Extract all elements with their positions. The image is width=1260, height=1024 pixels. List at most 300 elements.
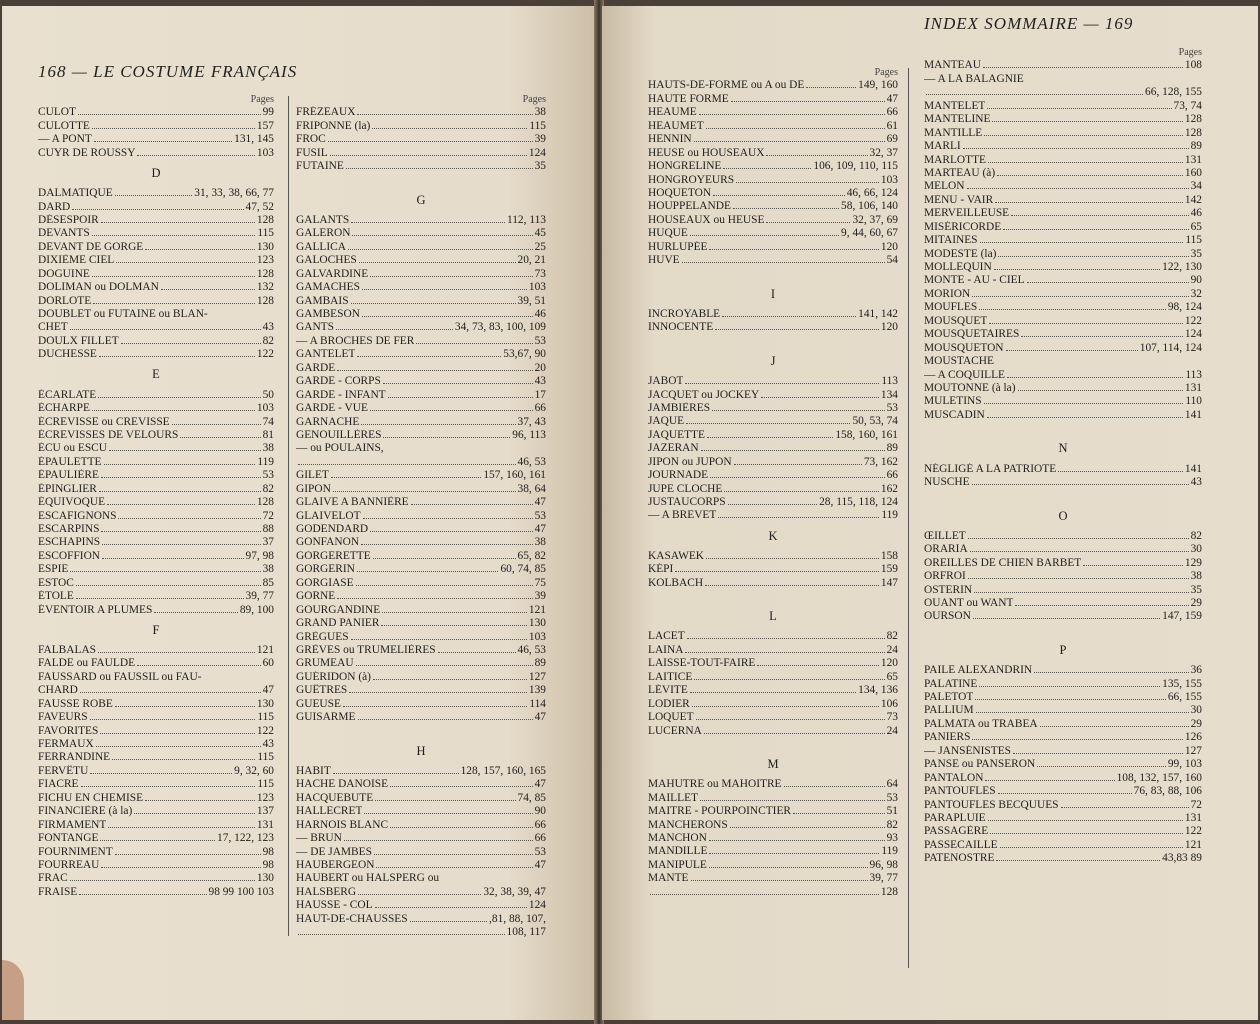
entry-pages: 53 — [886, 401, 898, 414]
dot-leader — [1083, 565, 1183, 566]
entry-term: DOLIMAN ou DOLMAN — [38, 281, 159, 294]
index-entry — [924, 100, 1202, 113]
entry-term: — BRUN — [296, 832, 342, 845]
entry-term: FERMAUX — [38, 738, 94, 751]
dot-leader — [145, 249, 255, 250]
index-entry — [924, 355, 1202, 368]
entry-term: GLAIVE A BANNIÈRE — [296, 496, 409, 509]
entry-term: — DE JAMBES — [296, 845, 372, 858]
index-column-left-1 — [38, 93, 274, 899]
entry-term: LODIER — [648, 697, 690, 710]
entry-pages: 99 — [262, 106, 274, 119]
index-entry — [924, 530, 1202, 543]
dot-leader — [997, 175, 1183, 176]
index-entry — [38, 268, 274, 281]
entry-term: GALOCHES — [296, 254, 357, 267]
entry-term: MARLOTTE — [924, 153, 987, 166]
dot-leader — [731, 101, 885, 102]
entry-pages: 61 — [886, 119, 898, 132]
entry-term: — A LA BALAGNIE — [924, 72, 1024, 85]
index-entry — [648, 684, 898, 697]
index-entry — [296, 160, 546, 173]
pages-label: Pages — [1178, 47, 1202, 58]
entry-pages: 128 — [256, 294, 274, 307]
entry-pages: 115 — [257, 751, 274, 764]
index-entry — [296, 389, 546, 402]
entry-pages: 132 — [256, 281, 274, 294]
entry-term: GUÉRIDON (à) — [296, 670, 371, 683]
entry-pages: 50, 53, 74 — [852, 415, 898, 428]
dot-leader — [344, 840, 533, 841]
index-entry — [38, 120, 274, 133]
index-entry — [924, 221, 1202, 234]
entry-term: PARAPLUIE — [924, 811, 986, 824]
dot-leader — [979, 686, 1160, 687]
spacer — [924, 422, 1202, 435]
index-entry — [38, 886, 274, 899]
entry-term: ŒILLET — [924, 529, 966, 542]
entry-pages: 98, 124 — [1167, 301, 1202, 314]
thumb — [2, 960, 24, 1020]
dot-leader — [376, 867, 532, 868]
dot-leader — [1011, 215, 1188, 216]
entry-pages: 58, 106, 140 — [841, 200, 898, 213]
index-entry — [296, 765, 546, 778]
index-entry — [296, 429, 546, 442]
dot-leader — [963, 148, 1189, 149]
entry-term: PANTOUFLES BECQUUES — [924, 798, 1059, 811]
index-entry — [924, 745, 1202, 758]
entry-term: DEVANTS — [38, 227, 90, 240]
entry-term: MOUSQUETAIRES — [924, 328, 1020, 341]
entry-pages: 130 — [256, 697, 274, 710]
entry-term: ÉPAULIÈRE — [38, 469, 99, 482]
dot-leader — [370, 276, 532, 277]
index-entry — [648, 120, 898, 133]
dot-leader — [685, 652, 884, 653]
index-entry — [648, 415, 898, 428]
index-entry — [296, 133, 546, 146]
entry-pages: 115 — [257, 711, 274, 724]
entry-pages: 54 — [886, 254, 898, 267]
dot-leader — [356, 665, 533, 666]
entry-term: FAUSSARD ou FAUSSIL ou FAU- — [38, 670, 202, 683]
entry-term: FRAISE — [38, 885, 78, 898]
entry-term: FRIPONNE (la) — [296, 119, 371, 132]
dot-leader — [390, 827, 533, 828]
entry-pages: 73, 74 — [1173, 99, 1202, 112]
entry-term: HARNOIS BLANC — [296, 818, 389, 831]
index-entry — [296, 590, 546, 603]
entry-pages: 38 — [262, 442, 274, 455]
entry-term: PANSE ou PANSERON — [924, 758, 1036, 771]
entry-term: ESCOFFION — [38, 549, 101, 562]
column-divider — [288, 96, 289, 936]
entry-pages: 69 — [886, 133, 898, 146]
entry-term: PASSECAILLE — [924, 838, 998, 851]
dot-leader — [92, 276, 255, 277]
dot-leader — [161, 289, 255, 290]
dot-leader — [101, 531, 260, 532]
index-column-right-2 — [924, 46, 1202, 866]
pages-label: Pages — [874, 67, 898, 78]
entry-term: PALMATA ou TRABEA — [924, 717, 1038, 730]
entry-term: HOUSEAUX ou HEUSE — [648, 213, 765, 226]
entry-pages: 157, 160, 161 — [483, 469, 546, 482]
index-entry — [648, 375, 898, 388]
index-entry — [38, 644, 274, 657]
entry-pages: 82 — [886, 818, 898, 831]
dot-leader — [370, 410, 533, 411]
entry-term: GARDE — [296, 361, 336, 374]
entry-pages: 119 — [881, 509, 898, 522]
dot-leader — [709, 853, 879, 854]
entry-pages: 141, 142 — [858, 307, 898, 320]
entry-term: DOUBLET ou FUTAINE ou BLAN- — [38, 308, 208, 321]
entry-pages: 20 — [534, 361, 546, 374]
entry-pages: 119 — [257, 455, 274, 468]
index-entry — [296, 442, 546, 455]
dot-leader — [357, 114, 532, 115]
entry-pages: 97, 98 — [245, 549, 274, 562]
index-entry — [924, 691, 1202, 704]
dot-leader — [766, 155, 867, 156]
dot-leader — [298, 464, 516, 465]
dot-leader — [988, 162, 1183, 163]
dot-leader — [682, 262, 885, 263]
index-entry — [296, 281, 546, 294]
dot-leader — [381, 625, 526, 626]
dot-leader — [90, 773, 232, 774]
entry-pages: 17 — [534, 388, 546, 401]
dot-leader — [709, 840, 885, 841]
dot-leader — [1027, 282, 1189, 283]
dot-leader — [690, 692, 856, 693]
entry-term: HAUTS-DE-FORME ou A ou DE — [648, 79, 805, 92]
index-entry — [38, 429, 274, 442]
dot-leader — [968, 538, 1189, 539]
index-entry — [924, 409, 1202, 422]
entry-pages: 39 — [534, 590, 546, 603]
spacer — [648, 268, 898, 281]
entry-pages: 72 — [262, 509, 274, 522]
entry-pages: 65 — [886, 670, 898, 683]
entry-pages: 47 — [886, 92, 898, 105]
entry-pages: 53,67, 90 — [503, 348, 546, 361]
entry-pages: 108, 132, 157, 160 — [1116, 771, 1202, 784]
dot-leader — [987, 108, 1171, 109]
dot-leader — [1018, 390, 1183, 391]
spacer — [648, 590, 898, 603]
index-entry — [296, 227, 546, 240]
entry-pages: 32, 37 — [869, 146, 898, 159]
dot-leader — [121, 343, 261, 344]
entry-pages: 106, 109, 110, 115 — [813, 160, 898, 173]
entry-term: FERVÊTU — [38, 764, 89, 777]
index-entry — [924, 73, 1202, 86]
index-entry — [648, 214, 898, 227]
dot-leader — [388, 397, 533, 398]
dot-leader — [358, 894, 481, 895]
entry-pages: 30 — [1190, 704, 1202, 717]
index-entry — [296, 362, 546, 375]
entry-term: GIPON — [296, 482, 331, 495]
dot-leader — [411, 504, 533, 505]
entry-term: DARD — [38, 200, 71, 213]
index-entry — [38, 671, 274, 684]
entry-pages: 53 — [262, 469, 274, 482]
dot-leader — [137, 155, 254, 156]
dot-leader — [331, 477, 481, 478]
entry-pages: 98 — [262, 858, 274, 871]
entry-term: CHET — [38, 321, 68, 334]
entry-term: LOQUET — [648, 711, 694, 724]
dot-leader — [79, 894, 206, 895]
entry-pages: 106 — [880, 697, 898, 710]
dot-leader — [358, 719, 533, 720]
entry-pages: 31, 33, 38, 66, 77 — [194, 187, 274, 200]
index-entry — [296, 859, 546, 872]
dot-leader — [985, 780, 1114, 781]
dot-leader — [718, 517, 879, 518]
index-entry — [648, 725, 898, 738]
entry-term: HENNIN — [648, 133, 692, 146]
dot-leader — [988, 820, 1183, 821]
entry-term: KASAWEK — [648, 549, 705, 562]
dot-leader — [172, 424, 261, 425]
entry-term: JAMBIÈRES — [648, 401, 711, 414]
entry-pages: 127 — [528, 670, 546, 683]
entry-term: MANCHERONS — [648, 818, 728, 831]
entry-pages: 128 — [256, 267, 274, 280]
entry-term: HUQUE — [648, 227, 688, 240]
entry-term: JOURNADE — [648, 469, 709, 482]
index-entry — [38, 698, 274, 711]
index-entry — [648, 187, 898, 200]
entry-term: DÉSESPOIR — [38, 213, 99, 226]
entry-pages: 66 — [886, 469, 898, 482]
entry-term: FAVORITES — [38, 724, 99, 737]
index-entry — [38, 442, 274, 455]
dot-leader — [383, 437, 510, 438]
dot-leader — [98, 652, 255, 653]
section-letter: P — [1059, 643, 1067, 657]
index-entry — [648, 429, 898, 442]
index-entry — [296, 913, 546, 926]
dot-leader — [96, 746, 261, 747]
entry-pages: 39, 77 — [245, 590, 274, 603]
dot-leader — [728, 504, 818, 505]
entry-term: PATENOSTRE — [924, 852, 995, 865]
entry-pages: 43 — [262, 738, 274, 751]
entry-pages: 131 — [1184, 811, 1202, 824]
entry-pages: 89 — [534, 657, 546, 670]
index-entry — [296, 805, 546, 818]
entry-term: LACET — [648, 630, 685, 643]
index-entry — [648, 483, 898, 496]
dot-leader — [972, 739, 1182, 740]
entry-term: GANTELET — [296, 348, 356, 361]
entry-pages: 122 — [256, 724, 274, 737]
entry-pages: 47 — [534, 496, 546, 509]
index-column-right-1 — [648, 66, 898, 899]
entry-pages: 24 — [886, 724, 898, 737]
entry-term: HURLUPÉE — [648, 240, 708, 253]
entry-pages: 76, 83, 88, 106 — [1133, 785, 1202, 798]
entry-term: GALERON — [296, 227, 351, 240]
section-letter: G — [416, 192, 426, 207]
dot-leader — [701, 450, 885, 451]
entry-term: FONTANGE — [38, 832, 99, 845]
index-entry — [648, 805, 898, 818]
dot-leader — [99, 356, 255, 357]
entry-pages: 25 — [534, 240, 546, 253]
dot-leader — [101, 867, 260, 868]
dot-leader — [722, 316, 856, 317]
index-entry — [296, 106, 546, 119]
entry-term: GRÈVES ou TRUMELIÈRES — [296, 643, 436, 656]
index-entry — [38, 577, 274, 590]
entry-term: FUSIL — [296, 146, 328, 159]
entry-pages: 47 — [534, 778, 546, 791]
entry-pages: 128 — [1184, 126, 1202, 139]
index-entry — [924, 301, 1202, 314]
index-entry — [924, 234, 1202, 247]
section-letter: J — [770, 353, 776, 368]
entry-pages: 47 — [534, 858, 546, 871]
index-entry — [296, 778, 546, 791]
index-entry — [924, 274, 1202, 287]
entry-term: MAITRE - POURPOINCTIER — [648, 805, 792, 818]
entry-pages: 139 — [528, 684, 546, 697]
entry-term: ESCHAPINS — [38, 536, 101, 549]
dot-leader — [1007, 377, 1183, 378]
index-entry — [296, 147, 546, 160]
entry-pages: 38 — [534, 536, 546, 549]
dot-leader — [351, 639, 527, 640]
dot-leader — [995, 202, 1183, 203]
entry-pages: 137 — [256, 805, 274, 818]
dot-leader — [1034, 672, 1189, 673]
entry-pages: 115 — [529, 119, 546, 132]
dot-leader — [766, 222, 850, 223]
entry-term: ÉCREVISSE ou CREVISSE — [38, 415, 170, 428]
entry-term: GANTS — [296, 321, 334, 334]
dot-leader — [970, 551, 1189, 552]
entry-term: GUISARME — [296, 711, 356, 724]
dot-leader — [694, 679, 884, 680]
entry-term: — JANSÉNISTES — [924, 744, 1012, 757]
entry-term: MANTEAU — [924, 59, 981, 72]
dot-leader — [736, 182, 879, 183]
entry-pages: 134 — [880, 388, 898, 401]
index-entry — [648, 321, 898, 334]
entry-pages: 53 — [534, 334, 546, 347]
entry-pages: 123 — [256, 254, 274, 267]
index-entry — [648, 550, 898, 563]
dot-leader — [723, 168, 811, 169]
dot-leader — [137, 665, 261, 666]
dot-leader — [984, 135, 1183, 136]
entry-term: JUPE CLOCHE — [648, 482, 723, 495]
dot-leader — [410, 921, 487, 922]
dot-leader — [390, 786, 533, 787]
entry-pages: 66 — [534, 832, 546, 845]
entry-term: HAUT-DE-CHAUSSES — [296, 912, 408, 925]
entry-term: MOUSQUETON — [924, 341, 1004, 354]
index-entry — [648, 577, 898, 590]
entry-pages: 50 — [262, 388, 274, 401]
index-entry — [296, 483, 546, 496]
index-entry — [648, 711, 898, 724]
index-entry — [924, 678, 1202, 691]
entry-term: HAUTE FORME — [648, 92, 729, 105]
section-letter: M — [767, 757, 779, 772]
entry-term: PAILE ALEXANDRIN — [924, 664, 1033, 677]
dot-leader — [926, 94, 1143, 95]
index-entry — [296, 792, 546, 805]
index-entry — [924, 59, 1202, 72]
index-entry — [38, 819, 274, 832]
entry-term: ÉCHARPE — [38, 402, 90, 415]
entry-pages: 120 — [880, 321, 898, 334]
entry-term: KOLBACH — [648, 576, 704, 589]
dot-leader — [70, 571, 260, 572]
entry-pages: 121 — [256, 643, 274, 656]
dot-leader — [101, 222, 255, 223]
entry-pages: 160 — [1184, 166, 1202, 179]
entry-pages: 38 — [1190, 570, 1202, 583]
entry-term: GILET — [296, 469, 329, 482]
index-entry — [648, 227, 898, 240]
entry-term: MORION — [924, 287, 971, 300]
entry-term: MANCHON — [648, 832, 707, 845]
spacer — [924, 624, 1202, 637]
entry-term: PALLIUM — [924, 704, 974, 717]
index-entry — [38, 106, 274, 119]
index-entry — [924, 731, 1202, 744]
entry-term: HONGRELINE — [648, 160, 722, 173]
index-entry — [38, 510, 274, 523]
index-entry — [296, 872, 546, 885]
entry-term: GODENDARD — [296, 523, 369, 536]
entry-pages: 108, 117 — [506, 926, 546, 939]
entry-term: — ou POULAINS, — [296, 442, 384, 455]
index-entry — [648, 308, 898, 321]
entry-term: INNOCENTE — [648, 321, 714, 334]
dot-leader — [76, 585, 261, 586]
index-entries — [648, 79, 898, 899]
dot-leader — [972, 296, 1188, 297]
entry-pages: 120 — [880, 240, 898, 253]
entry-pages: 147, 159 — [1162, 610, 1202, 623]
index-entry — [296, 711, 546, 724]
dot-leader — [370, 531, 532, 532]
entry-pages: 149, 160 — [858, 79, 898, 92]
spacer — [296, 725, 546, 738]
index-entries — [924, 59, 1202, 865]
dot-leader — [373, 558, 516, 559]
dot-leader — [70, 329, 261, 330]
entry-pages: 129 — [1184, 556, 1202, 569]
dot-leader — [92, 128, 255, 129]
entry-term: ÉPAULETTE — [38, 455, 102, 468]
entry-pages: 37 — [262, 536, 274, 549]
dot-leader — [361, 544, 533, 545]
index-entry — [648, 402, 898, 415]
index-entry — [38, 550, 274, 563]
entry-term: MUSCADIN — [924, 408, 985, 421]
